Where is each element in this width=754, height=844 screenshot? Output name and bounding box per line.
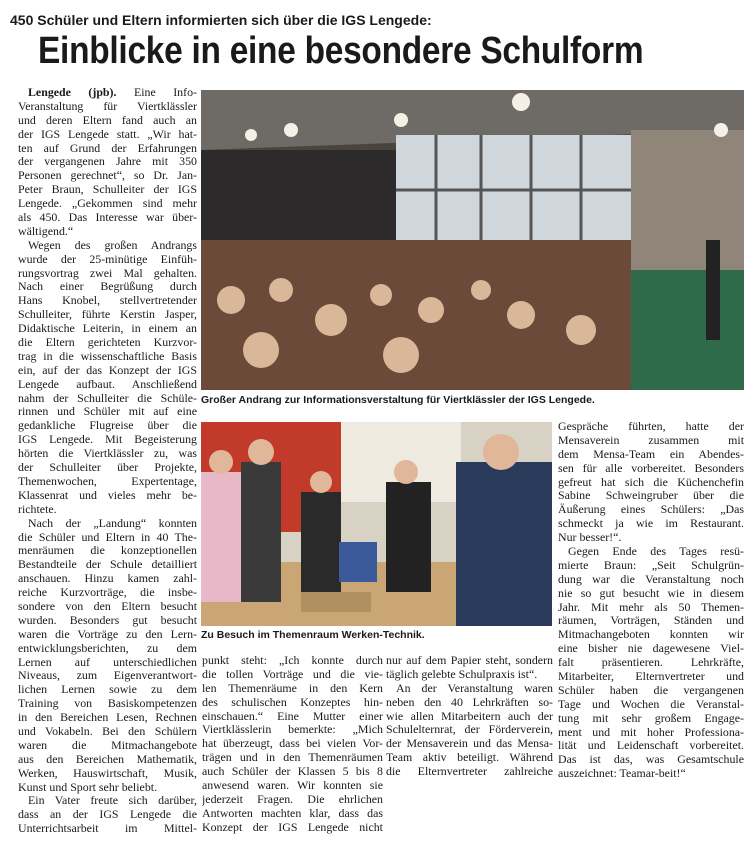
article-text-line: Themenwochen, Expertentage, (18, 474, 197, 488)
article-text-line: neben den 40 Lehrkräften so- (386, 695, 553, 709)
article-text-line: Wegen des großen Andrangs (28, 238, 197, 252)
article-text-line: gefreut hat sich die Küchenchefin (558, 475, 744, 489)
article-text-line: als 450. Das Interesse war über- (18, 211, 197, 225)
article-text-line: mierte Braun: „Seit Schulgrün- (558, 558, 744, 572)
article-text-line: in den Bereichen Lesen, Rechnen (18, 711, 197, 725)
article-text-line: IGS Lengede. Mit Begeisterung (18, 433, 197, 447)
article-text-line: nur auf dem Papier steht, sondern (386, 654, 553, 667)
article-text-line: ten auf Grund der Erfahrungen (18, 141, 197, 155)
article-text: Eine Info- (133, 86, 197, 99)
article-text-line: punkt steht: „Ich konnte durch (202, 654, 383, 667)
article-text-line: die Eltern gerichteten Kurzvor- (18, 336, 197, 350)
article-text-line: Tage und Wochen die Veranstal- (558, 697, 744, 711)
article-text-line: Unterrichtsarbeit im Mittel- (18, 822, 197, 836)
article-text-line: hat überzeugt, dass bei vielen Vor- (202, 737, 383, 751)
article-text-line: Personen gerechnet“, so Dr. Jan- (18, 169, 197, 183)
article-text-line: Didaktische Leiterin, in einem an (18, 322, 197, 336)
article-text-line: Lengede aufbaut. Anschließend (18, 377, 197, 391)
article-text-line: der IGS Lengede statt. „Wir hat- (18, 127, 197, 141)
photo-caption-1: Großer Andrang zur Informationsverstaltung für Viertklässler der IGS Lengede. (201, 394, 595, 406)
article-text-line: auch Schüler der Klassen 5 bis 8 (202, 765, 383, 779)
photo-caption-2: Zu Besuch im Themenraum Werken-Technik. (201, 629, 425, 641)
kicker: 450 Schüler und Eltern informierten sich über die IGS Lengede: (10, 12, 432, 28)
article-text-line: ein, auf der das Konzept der IGS (18, 363, 197, 377)
article-text-line: täglich gelebte Schulpraxis ist“. (386, 667, 538, 681)
article-text-line: wältigend.“ (18, 224, 74, 238)
photo-workshop-room (201, 422, 552, 626)
article-text-line: anwesend waren. Wir konnten sie (202, 779, 383, 793)
article-text-line: die Elternvertreter zahlreiche (386, 765, 553, 779)
article-text-line: die tollen Vorträge und die vie- (202, 667, 383, 681)
article-text-line: nahm der Schulleiter die Schüle- (18, 391, 197, 405)
article-text-line: dem Mensa-Team ein Abendes- (558, 447, 744, 461)
article-text-line: Veranstaltung für Viertklässler (18, 99, 197, 113)
article-text-line: Peter Braun, Schulleiter der IGS (18, 183, 197, 197)
article-text-line: einschauen.“ Eine Mutter einer (202, 709, 383, 723)
article-text-line: lichen Lernen sowie zu dem (18, 683, 197, 697)
article-text-line: ment und mit hoher Professiona- (558, 725, 744, 739)
article-text-line: der Mensaverein und das Mensa- (386, 737, 553, 751)
article-text-line (18, 86, 197, 100)
article-text-line: anschauen. Hinzu kamen zahl- (18, 572, 197, 586)
article-text-line: waren die Vorträge zu den Lern- (18, 627, 197, 641)
article-text-line: Mitarbeiter, Elternvertreter und (558, 670, 744, 684)
article-text-line: falt präsentieren. Lehrkräfte, (558, 656, 744, 670)
article-text-line: tung mit sehr großem Engage- (558, 711, 744, 725)
article-text-line: auszeichnet: Teamar-beit!“ (558, 767, 686, 781)
article-text-line: und Vokabeln. Bei den Schülern (18, 724, 197, 738)
article-text-line: Nach der „Landung“ konnten (28, 516, 197, 530)
article-text-line: und deren Eltern fand auch an (18, 113, 197, 127)
article-text-line: trägen und in den Themenräumen (202, 751, 383, 765)
article-text-line: schmeckt ja wie im Restaurant. (558, 517, 744, 531)
article-text-line: jederzeit Fragen. Die ehrlichen (202, 792, 383, 806)
article-text-line: wie allen Mitarbeitern auch der (386, 709, 553, 723)
article-text-line: der vergangenen Jahre mit 350 (18, 155, 197, 169)
article-text-line: Team aktiv beteiligt. Während (386, 751, 553, 765)
article-text-line: räumen, Vorträgen, Ständen und (558, 614, 744, 628)
dateline: Lengede (jpb). (28, 86, 117, 99)
article-text-line: Hans Knobel, stellvertretender (18, 294, 197, 308)
article-text-line: Training von Basiskompetenzen (18, 697, 197, 711)
article-text-line: Klassenrat und vieles mehr be- (18, 488, 197, 502)
article-column-1 (18, 86, 197, 836)
article-text-line: Niveaus, zum Eigenverantwort- (18, 669, 197, 683)
article-text-line: hörten die Viertklässler zu, was (18, 447, 197, 461)
headline: Einblicke in eine besondere Schulform (38, 30, 644, 72)
article-column-3 (386, 654, 553, 779)
article-text-line: richtete. (18, 502, 57, 516)
workshop-image (201, 422, 552, 626)
article-text-line: Mitmachangeboten konnten wir (558, 628, 744, 642)
article-text-line: Äußerung eines Schülers: „Das (558, 503, 744, 517)
article-text-line: Lengede. „Gekommen sind mehr (18, 197, 197, 211)
article-text-line: Nach einer Begrüßung durch (18, 280, 197, 294)
article-text-line: gedankliche Flugreise über die (18, 419, 197, 433)
article-text-line: rungsvortrag zwei Mal gehalten. (18, 266, 197, 280)
article-text-line: Ein Vater freute sich darüber, (28, 794, 197, 808)
article-text-line: Gegen Ende des Tages resü- (568, 545, 744, 559)
article-text-line: sen für alle vorbereitet. Besonders (558, 461, 744, 475)
article-text-line: eine bisher nie dagewesene Viel- (558, 642, 744, 656)
article-text-line: menräumen die konzeptionellen (18, 544, 197, 558)
article-text-line: len Themenräume in den Kern (202, 681, 383, 695)
article-text-line: Antworten machten klar, dass das (202, 806, 383, 820)
article-text-line: Werken, Hauswirtschaft, Musik, (18, 766, 197, 780)
article-text-line: Kunst und Sport sehr beliebt. (18, 780, 158, 794)
article-text-line: Konzept der IGS Lengede nicht (202, 820, 383, 834)
article-text-line: entwicklungsberichten, zu dem (18, 641, 197, 655)
article-text-line: Das ist das, was Gesamtschule (558, 753, 744, 767)
article-text-line: Bestandteile der Schule detailliert (18, 558, 197, 572)
article-text-line: Gespräche führten, hatte der (558, 420, 744, 433)
article-text-line: des schulischen Konzeptes hin- (202, 695, 383, 709)
article-text-line: wurde der 25-minütige Einfüh- (18, 252, 197, 266)
article-text-line: Nur besser!“. (558, 531, 622, 545)
article-text-line: trag in die wissenschaftliche Basis (18, 349, 197, 363)
article-text-line: rinnen und Schüler mit auf eine (18, 405, 197, 419)
article-text-line: reiche Kurzvorträge, die insbe- (18, 586, 197, 600)
article-column-4 (558, 420, 744, 781)
article-text-line: Lernen auf unterschiedlichen (18, 655, 197, 669)
article-text-line: Jahr. Mit mehr als 50 Themen- (558, 600, 744, 614)
article-text-line: nie so gut besucht wie in diesem (558, 586, 744, 600)
article-text-line: sondere von den Eltern besucht (18, 599, 197, 613)
article-text-line: aus den Bereichen Mathematik, (18, 752, 197, 766)
article-text-line: Schulelternrat, der Förderverein, (386, 723, 553, 737)
article-text-line: lität und Leidenschaft vorbereitet. (558, 739, 744, 753)
article-text-line: dass an der IGS Lengede die (18, 808, 197, 822)
article-text-line: dung war die Veranstaltung noch (558, 572, 744, 586)
article-column-2 (202, 654, 383, 835)
article-text-line: wurden. Besonders gut besucht (18, 613, 197, 627)
auditorium-image (201, 90, 744, 390)
article-text-line: die Schüler und Eltern in 40 The- (18, 530, 197, 544)
article-text-line: Mensaverein zusammen mit (558, 433, 744, 447)
article-text-line: Viertklässlerin bemerkte: „Mich (202, 723, 383, 737)
article-text-line: Sabine Schweingruber über die (558, 489, 744, 503)
photo-auditorium-crowd (201, 90, 744, 390)
article-text-line: Schulleiter, führte Kerstin Jasper, (18, 308, 197, 322)
article-text-line: der Schulleiter über Projekte, (18, 461, 197, 475)
article-text-line: Schüler haben die vergangenen (558, 683, 744, 697)
article-text-line: An der Veranstaltung waren (396, 681, 553, 695)
article-text-line: waren die Mitmachangebote (18, 738, 197, 752)
